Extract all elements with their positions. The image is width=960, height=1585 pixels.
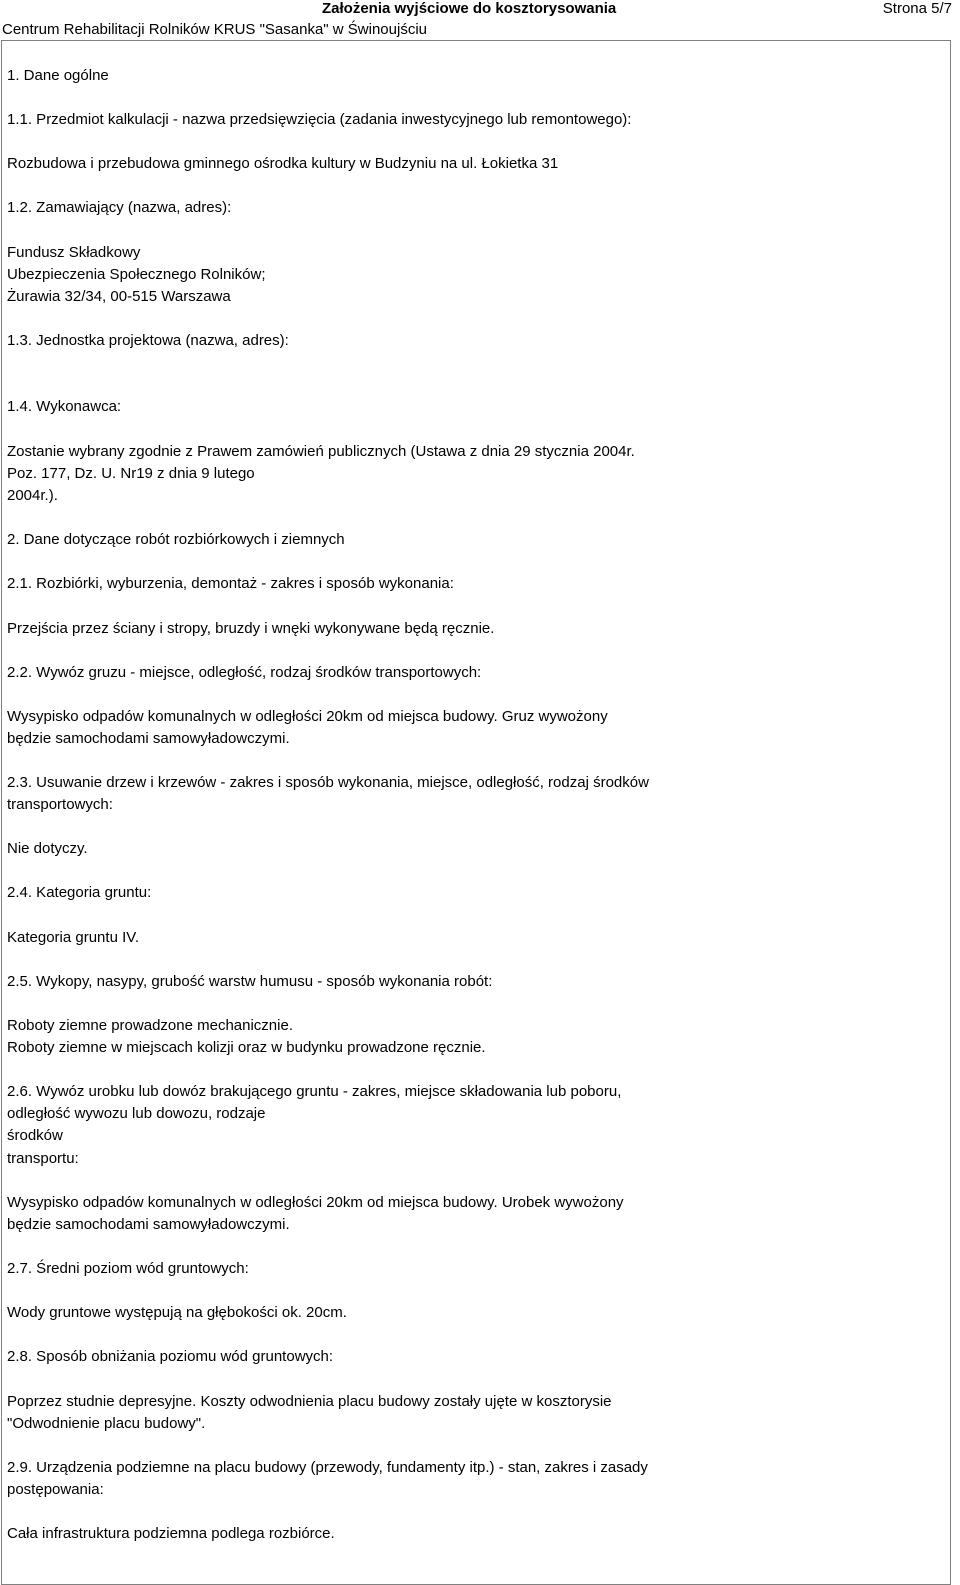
section-heading: 2.9. Urządzenia podziemne na placu budowy (przewody, fundamenty itp.) - stan, zakres i zasady: [7, 1459, 648, 1476]
text-line: Ubezpieczenia Społecznego Rolników;: [7, 266, 266, 283]
text-line: Zostanie wybrany zgodnie z Prawem zamówień publicznych (Ustawa z dnia 29 stycznia 2004r.: [7, 443, 635, 460]
document-title: Założenia wyjściowe do kosztorysowania: [322, 0, 617, 17]
text-line: Poz. 177, Dz. U. Nr19 z dnia 9 lutego: [7, 465, 255, 482]
text-line: Cała infrastruktura podziemna podlega rozbiórce.: [7, 1525, 335, 1542]
text-line: Rozbudowa i przebudowa gminnego ośrodka kultury w Budzyniu na ul. Łokietka 31: [7, 155, 559, 172]
section-heading: transportowych:: [7, 796, 113, 813]
section-heading: odległość wywozu lub dowozu, rodzaje: [7, 1105, 266, 1122]
section-heading: 2.4. Kategoria gruntu:: [7, 884, 152, 901]
text-line: Wysypisko odpadów komunalnych w odległości 20km od miejsca budowy. Urobek wywożony: [7, 1194, 624, 1211]
section-heading: 2.1. Rozbiórki, wyburzenia, demontaż - zakres i sposób wykonania:: [7, 575, 454, 592]
page-number: Strona 5/7: [882, 0, 952, 17]
text-line: Wody gruntowe występują na głębokości ok. 20cm.: [7, 1304, 347, 1321]
section-heading: środków: [7, 1127, 63, 1144]
text-line: Wysypisko odpadów komunalnych w odległości 20km od miejsca budowy. Gruz wywożony: [7, 708, 608, 725]
section-heading: postępowania:: [7, 1481, 104, 1498]
text-line: Roboty ziemne w miejscach kolizji oraz w budynku prowadzone ręcznie.: [7, 1039, 486, 1056]
section-heading: 1.2. Zamawiający (nazwa, adres):: [7, 199, 232, 216]
section-heading: 2. Dane dotyczące robót rozbiórkowych i ziemnych: [7, 531, 345, 548]
text-line: Nie dotyczy.: [7, 840, 88, 857]
text-line: 2004r.).: [7, 487, 58, 504]
text-line: "Odwodnienie placu budowy".: [7, 1415, 206, 1432]
section-heading: 2.2. Wywóz gruzu - miejsce, odległość, rodzaj środków transportowych:: [7, 664, 482, 681]
text-line: Żurawia 32/34, 00-515 Warszawa: [7, 288, 231, 305]
section-heading: 2.3. Usuwanie drzew i krzewów - zakres i sposób wykonania, miejsce, odległość, rodzaj środków: [7, 774, 649, 791]
text-line: Poprzez studnie depresyjne. Koszty odwodnienia placu budowy zostały ujęte w kosztorysie: [7, 1393, 612, 1410]
text-line: Roboty ziemne prowadzone mechanicznie.: [7, 1017, 293, 1034]
text-line: będzie samochodami samowyładowczymi.: [7, 730, 290, 747]
text-line: Fundusz Składkowy: [7, 244, 141, 261]
text-line: będzie samochodami samowyładowczymi.: [7, 1216, 290, 1233]
text-line: Kategoria gruntu IV.: [7, 929, 140, 946]
section-heading: 1. Dane ogólne: [7, 67, 109, 84]
text-line: Przejścia przez ściany i stropy, bruzdy i wnęki wykonywane będą ręcznie.: [7, 620, 495, 637]
section-heading: 2.8. Sposób obniżania poziomu wód gruntowych:: [7, 1348, 334, 1365]
section-heading: 1.4. Wykonawca:: [7, 398, 122, 415]
section-heading: 1.3. Jednostka projektowa (nazwa, adres):: [7, 332, 289, 349]
section-heading: 2.5. Wykopy, nasypy, grubość warstw humusu - sposób wykonania robót:: [7, 973, 493, 990]
document-subtitle: Centrum Rehabilitacji Rolników KRUS "Sasanka" w Świnoujściu: [2, 21, 427, 38]
section-heading: 1.1. Przedmiot kalkulacji - nazwa przedsięwzięcia (zadania inwestycyjnego lub remontowego):: [7, 111, 632, 128]
section-heading: 2.7. Średni poziom wód gruntowych:: [7, 1260, 249, 1277]
section-heading: 2.6. Wywóz urobku lub dowóz brakującego gruntu - zakres, miejsce składowania lub poboru,: [7, 1083, 622, 1100]
section-heading: transportu:: [7, 1150, 79, 1167]
